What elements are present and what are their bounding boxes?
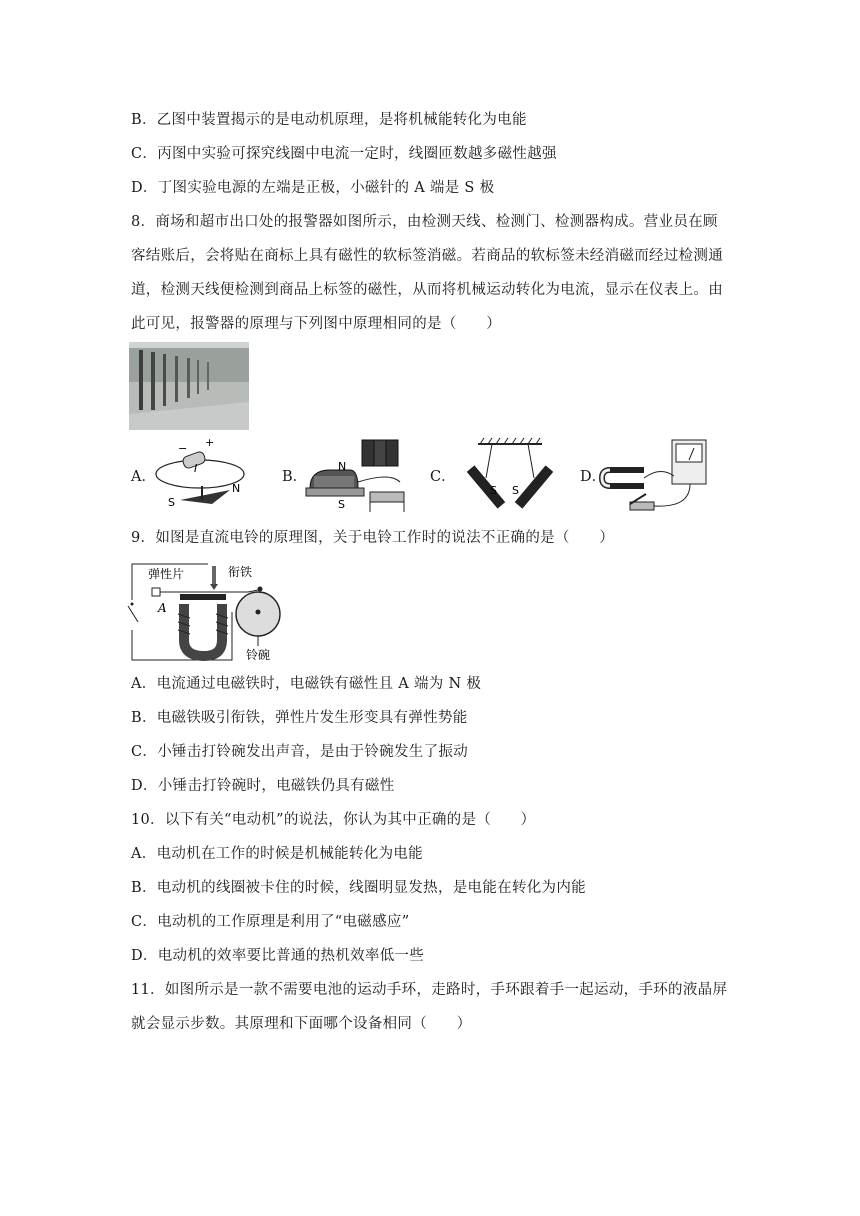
fig-a-n: N <box>232 482 241 495</box>
q9-bell-diagram <box>128 560 288 664</box>
fig-a-minus: − <box>178 442 188 455</box>
q9-option-a: A．电流通过电磁铁时，电磁铁有磁性且 A 端为 N 极 <box>131 676 482 692</box>
q9-label-a: A <box>158 601 167 615</box>
q8-figure-c <box>450 436 560 516</box>
fig-b-n: N <box>338 460 347 473</box>
q8-stem-line-4: 此可见，报警器的原理与下列图中原理相同的是（ ） <box>131 316 501 332</box>
q10-option-d: D．电动机的效率要比普通的热机效率低一些 <box>131 948 425 964</box>
q10-stem: 10．以下有关“电动机”的说法，你认为其中正确的是（ ） <box>131 812 536 828</box>
fig-b-s: S <box>338 498 345 511</box>
q9-label-spring: 弹性片 <box>148 567 185 581</box>
q7-option-c: C．丙图中实验可探究线圈中电流一定时，线圈匝数越多磁性越强 <box>131 146 557 162</box>
q11-stem-line-2: 就会显示步数。其原理和下面哪个设备相同（ ） <box>131 1016 472 1032</box>
q9-label-bell: 铃碗 <box>246 648 271 662</box>
q8-stem-line-2: 客结账后，会将贴在商标上具有磁性的软标签消磁。若商品的软标签未经消磁而经过检测通 <box>131 248 723 264</box>
q10-option-c: C．电动机的工作原理是利用了“电磁感应” <box>131 914 410 930</box>
q8-option-b-label: B． <box>282 469 308 485</box>
q9-option-c: C．小锤击打铃碗发出声音，是由于铃碗发生了振动 <box>131 744 468 760</box>
fig-a-current: I <box>194 462 198 475</box>
q8-stem-line-1: 8．商场和超市出口处的报警器如图所示，由检测天线、检测门、检测器构成。营业员在顾 <box>131 214 718 230</box>
q8-figure-a <box>150 436 250 510</box>
q8-figure-d <box>600 436 710 516</box>
q9-option-d: D．小锤击打铃碗时，电磁铁仍具有磁性 <box>131 778 395 794</box>
q9-label-armature: 衔铁 <box>228 565 253 579</box>
fig-c-s-left: S <box>490 484 497 497</box>
q8-figure-b <box>300 436 420 516</box>
q7-option-b: B．乙图中装置揭示的是电动机原理，是将机械能转化为电能 <box>131 112 527 128</box>
q8-stem-line-3: 道，检测天线便检测到商品上标签的磁性，从而将机械运动转化为电流，显示在仪表上。由 <box>131 282 723 298</box>
store-exit-photo <box>129 342 249 430</box>
q10-option-a: A．电动机在工作的时候是机械能转化为电能 <box>131 846 423 862</box>
q9-stem: 9．如图是直流电铃的原理图，关于电铃工作时的说法不正确的是（ ） <box>131 530 615 546</box>
fig-c-s-right: S <box>512 484 519 497</box>
q10-option-b: B．电动机的线圈被卡住的时候，线圈明显发热，是电能在转化为内能 <box>131 880 586 896</box>
q11-stem-line-1: 11．如图所示是一款不需要电池的运动手环，走路时，手环跟着手一起运动，手环的液晶屏 <box>131 982 728 998</box>
q7-option-d: D．丁图实验电源的左端是正极，小磁针的 A 端是 S 极 <box>131 180 495 196</box>
fig-a-s: S <box>168 496 175 509</box>
q8-option-c-label: C． <box>430 469 456 485</box>
fig-a-plus: + <box>205 436 215 449</box>
q9-option-b: B．电磁铁吸引衔铁，弹性片发生形变具有弹性势能 <box>131 710 468 726</box>
q8-option-d-label: D． <box>580 469 607 485</box>
q8-option-a-label: A． <box>131 469 156 485</box>
